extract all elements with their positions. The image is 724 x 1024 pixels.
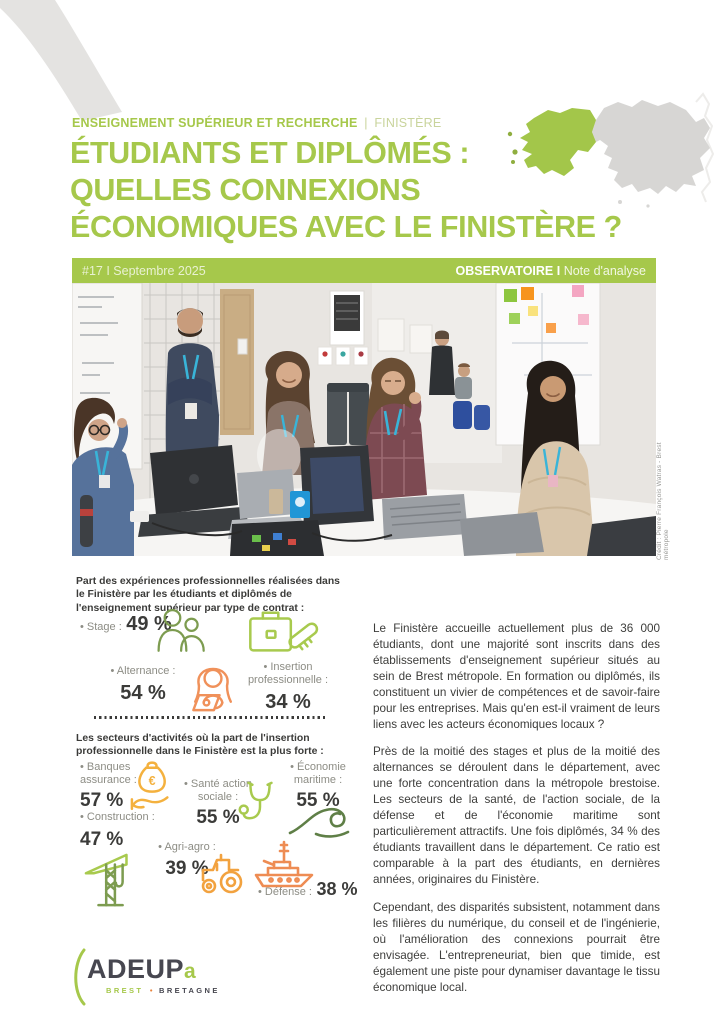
contracts-heading: Part des expériences professionnelles réalisées dans le Finistère par les étudiants et diplômés de l'enseignement supérieur par type de contrat : xyxy=(76,576,340,614)
kicker-territory: FINISTÈRE xyxy=(374,116,442,130)
title-line-2: QUELLES CONNEXIONS xyxy=(70,173,421,207)
stat-stage-value: 49 % xyxy=(126,613,172,635)
stat-construction-value: 47 % xyxy=(80,828,124,850)
logo-wordmark xyxy=(87,954,196,985)
series-name: OBSERVATOIRE I xyxy=(455,263,561,278)
stat-construction-label: • Construction : xyxy=(80,811,155,823)
stat-insertion-label: • Insertion professionnelle : xyxy=(247,661,329,686)
stat-defense xyxy=(258,879,357,900)
logo-paren-icon xyxy=(70,948,86,1006)
briefcase-handshake-icon xyxy=(248,605,324,659)
map-finistere xyxy=(520,108,596,176)
stat-agri-value: 39 % xyxy=(165,857,209,879)
svg-text:€: € xyxy=(148,773,156,788)
kicker xyxy=(72,116,441,130)
kicker-separator: | xyxy=(364,116,368,130)
people-icon xyxy=(156,606,208,654)
article-paragraph-3: Cependant, des disparités subsistent, notamment dans les filières du numérique, du conseil et de l'ingénierie, où l'amélioration des connexions pourrait être envisagée. L'entrepreneuriat, bien que timide, est également une piste pour dynamiser davantage le tissu économique local. xyxy=(373,900,660,994)
logo-suffix: a xyxy=(184,960,197,983)
kicker-theme: ENSEIGNEMENT SUPÉRIEUR ET RECHERCHE xyxy=(72,116,358,130)
stat-alternance-label: • Alternance : xyxy=(110,665,176,677)
stethoscope-icon xyxy=(238,780,282,824)
stat-insertion-value: 34 % xyxy=(265,690,311,713)
stat-defense-label: • Défense : xyxy=(258,886,312,898)
adeupa-logo xyxy=(70,946,240,1012)
stat-stage-label: • Stage : xyxy=(80,621,122,633)
title-line-1: ÉTUDIANTS ET DIPLÔMÉS : xyxy=(70,136,470,170)
logo-subtitle xyxy=(106,986,220,995)
logo-name: ADEUP xyxy=(87,954,185,984)
issue-number-date: #17 I Septembre 2025 xyxy=(82,263,206,278)
corner-swoosh-decoration xyxy=(0,0,135,125)
stat-alternance xyxy=(96,665,190,705)
workshop-photo xyxy=(72,283,656,556)
wave-icon xyxy=(288,803,350,841)
article-paragraph-1: Le Finistère accueille actuellement plus de 36 000 étudiants, dont une majorité sont inscrits dans des établissements d'enseignement supérieur situés au sein de Brest métropole. En formation ou diplômés, ils constituent un vivier de compétences et de savoir-faire pour les entreprises. Mais qu'en est-il vraiment de leurs liens avec les acteurs économiques locaux ? xyxy=(373,622,660,732)
article-paragraph-2: Près de la moitié des stages et plus de la moitié des alternances se déroulent dans le département, avec une forte concentration dans la métropole brestoise. Les secteurs de la santé, de l'action sociale, de la défense et de l'économie maritime sont particulièrement attractifs. Une fois diplômés, 34 % des étudiants travaillent dans le département. Ce ratio est comparable à la part des étudiants, en dernières années, originaires du Finistère. xyxy=(373,745,660,887)
money-hand-icon xyxy=(130,755,176,813)
stat-sante-value: 55 % xyxy=(196,806,240,828)
stat-alternance-value: 54 % xyxy=(120,681,166,704)
stat-banques-label: • Banques assurance : xyxy=(80,761,137,786)
stat-maritime-label: • Économie maritime : xyxy=(290,761,346,786)
stat-sante-label: • Santé action sociale : xyxy=(183,778,253,803)
stat-construction xyxy=(80,811,160,851)
series-subname: Note d'analyse xyxy=(563,263,646,278)
logo-city: BREST xyxy=(106,986,144,995)
brittany-map xyxy=(500,80,724,220)
infographic-column xyxy=(72,575,358,920)
stat-maritime-value: 55 % xyxy=(296,789,340,811)
stat-defense-value: 38 % xyxy=(316,879,358,899)
article-column xyxy=(373,621,660,1007)
stat-banques-value: 57 % xyxy=(80,789,124,811)
sectors-heading: Les secteurs d'activités où la part de l'insertion professionnelle dans le Finistère est la plus forte : xyxy=(76,733,324,758)
tractor-icon xyxy=(200,853,246,895)
dotted-separator xyxy=(94,716,328,719)
series-label xyxy=(456,264,646,278)
issue-bar xyxy=(72,258,656,283)
stat-agri-label: • Agri-agro : xyxy=(158,841,216,853)
logo-separator: • xyxy=(149,986,153,995)
stat-insertion xyxy=(218,661,358,714)
photo-credit: Crédit : Pierre François Watras - Brest métropole xyxy=(656,442,670,560)
title-line-3: ÉCONOMIQUES AVEC LE FINISTÈRE ? xyxy=(70,210,622,244)
map-rest-of-brittany xyxy=(592,100,710,194)
crane-icon xyxy=(84,847,140,913)
logo-region: BRETAGNE xyxy=(159,986,220,995)
